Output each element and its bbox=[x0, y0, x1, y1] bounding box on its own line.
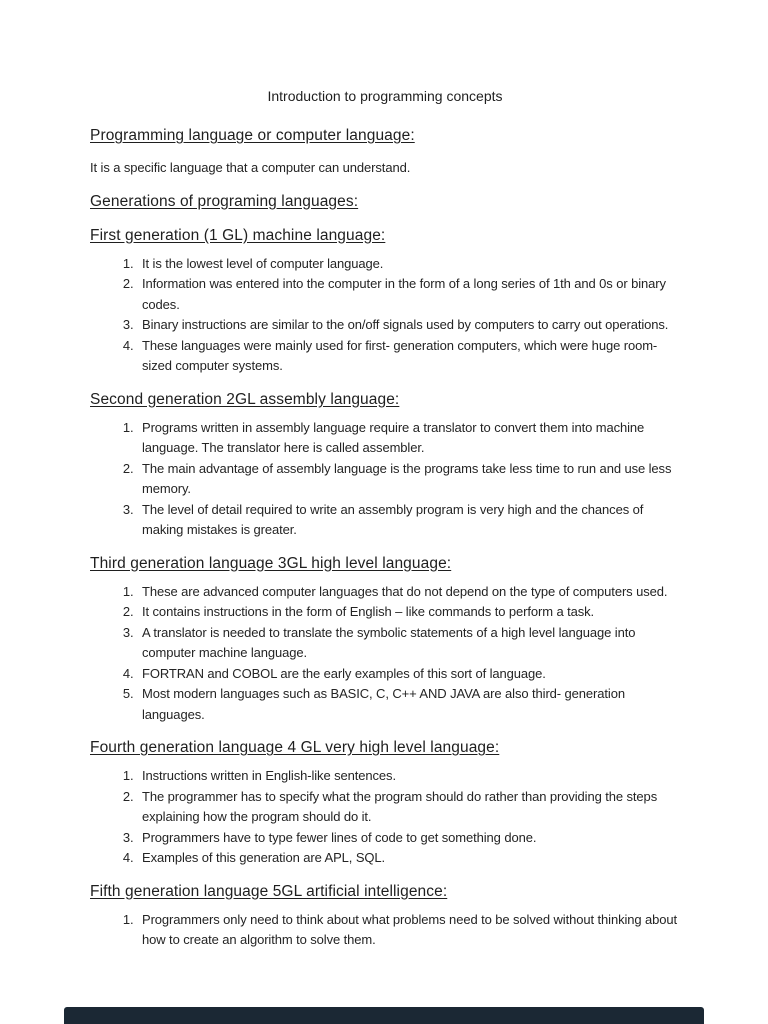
list-item: 3. The level of detail required to write an assembly program is very high and the chances of making mistakes is greater. bbox=[137, 500, 680, 541]
list-item: 1. Programs written in assembly language require a translator to convert them into machine language. The translator here is called assembler. bbox=[137, 418, 680, 459]
list-item: 4. FORTRAN and COBOL are the early examples of this sort of language. bbox=[137, 664, 680, 685]
section-heading: Second generation 2GL assembly language: bbox=[90, 390, 400, 408]
document-title: Introduction to programming concepts bbox=[267, 88, 503, 104]
list-item: 3. Binary instructions are similar to the on/off signals used by computers to carry out operations. bbox=[137, 315, 680, 336]
list-item: 1. Programmers only need to think about what problems need to be solved without thinking about how to create an algorithm to solve them. bbox=[137, 910, 680, 951]
section-heading: Third generation language 3GL high level language: bbox=[90, 554, 452, 572]
document-sections bbox=[90, 125, 680, 951]
list-item: 5. Most modern languages such as BASIC, C, C++ AND JAVA are also third- generation languages. bbox=[137, 684, 680, 725]
list-item: 4. Examples of this generation are APL, SQL. bbox=[137, 848, 680, 869]
section-paragraph: It is a specific language that a computer can understand. bbox=[90, 160, 411, 175]
section-heading: Programming language or computer language: bbox=[90, 127, 415, 144]
section-heading: First generation (1 GL) machine language: bbox=[90, 226, 386, 244]
list-item: 2. Information was entered into the computer in the form of a long series of 1th and 0s or binary codes. bbox=[137, 274, 680, 315]
list-item: 3. A translator is needed to translate the symbolic statements of a high level language into computer machine language. bbox=[137, 623, 680, 664]
dark-footer-bar bbox=[64, 1007, 704, 1024]
section-list bbox=[90, 254, 680, 377]
list-item: 4. These languages were mainly used for first- generation computers, which were huge room-sized computer systems. bbox=[137, 336, 680, 377]
section-heading: Fourth generation language 4 GL very high level language: bbox=[90, 739, 500, 756]
list-item: 2. It contains instructions in the form of English – like commands to perform a task. bbox=[137, 602, 680, 623]
section-list bbox=[90, 910, 680, 951]
list-item: 1. Instructions written in English-like sentences. bbox=[137, 766, 680, 787]
list-item: 1. It is the lowest level of computer language. bbox=[137, 254, 680, 275]
list-item: 2. The programmer has to specify what the program should do rather than providing the steps explaining how the program should do it. bbox=[137, 787, 680, 828]
section-list bbox=[90, 582, 680, 726]
list-item: 1. These are advanced computer languages that do not depend on the type of computers used. bbox=[137, 582, 680, 603]
section-heading: Fifth generation language 5GL artificial intelligence: bbox=[90, 882, 448, 900]
section-list bbox=[90, 766, 680, 869]
section-heading: Generations of programing languages: bbox=[90, 192, 359, 210]
section-list bbox=[90, 418, 680, 541]
list-item: 2. The main advantage of assembly language is the programs take less time to run and use less memory. bbox=[137, 459, 680, 500]
list-item: 3. Programmers have to type fewer lines of code to get something done. bbox=[137, 828, 680, 849]
